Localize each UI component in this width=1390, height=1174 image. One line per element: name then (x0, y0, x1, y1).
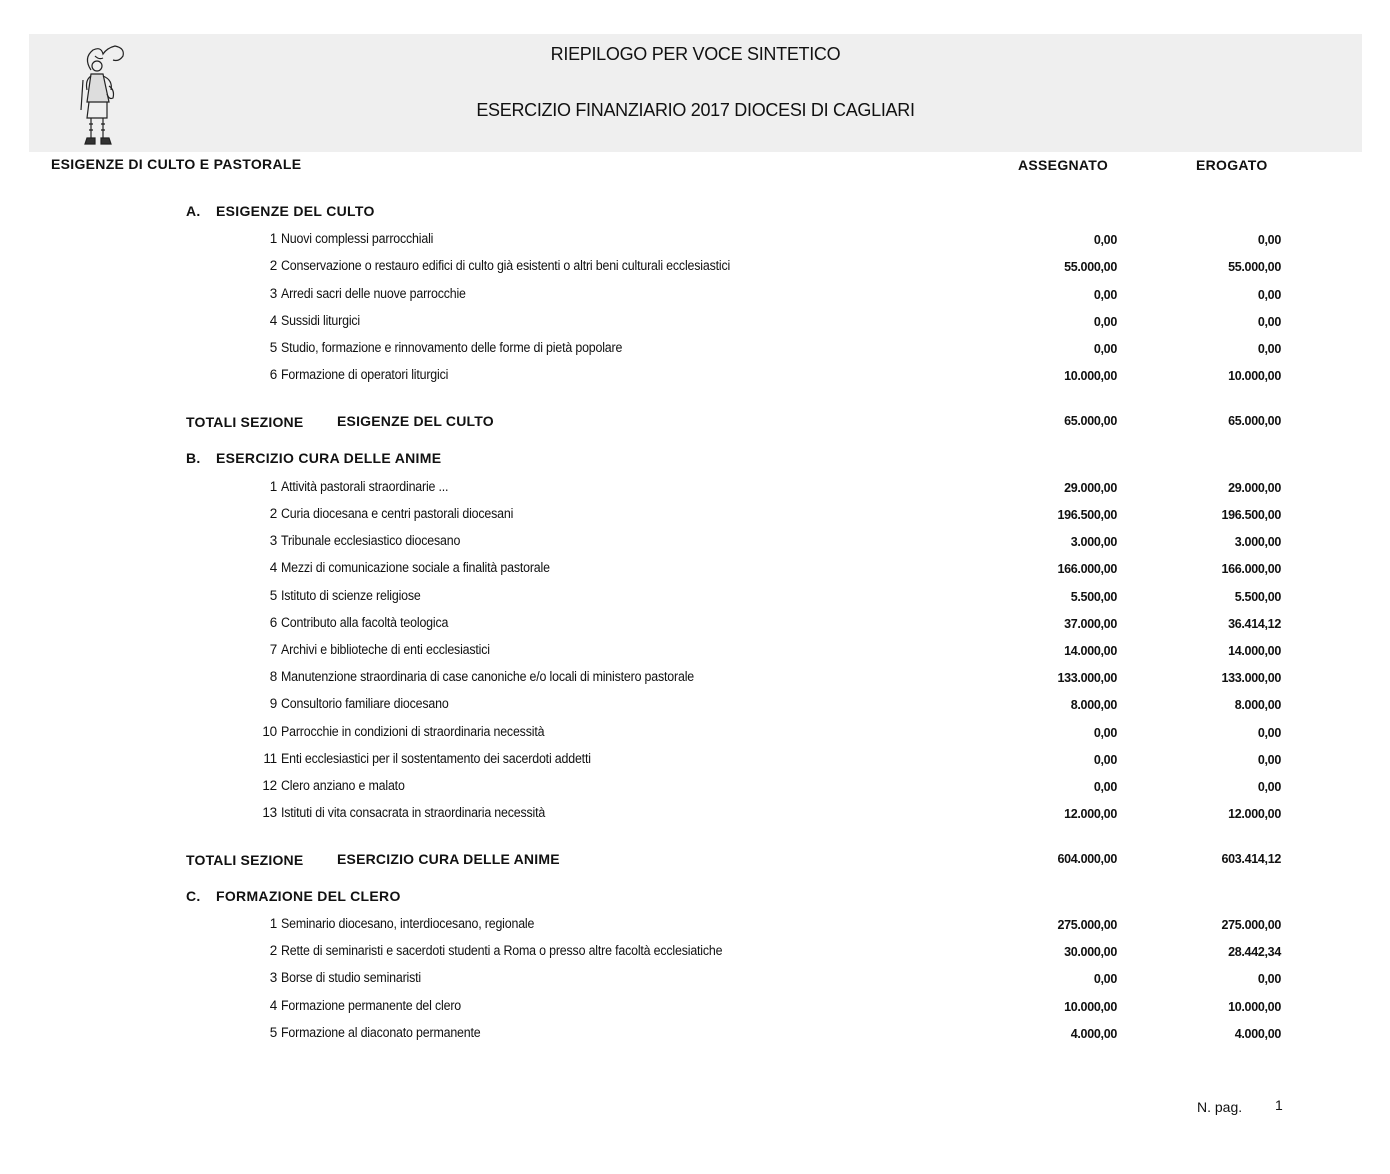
amount-erogato: 166.000,00 (1221, 562, 1281, 576)
item-label: Manutenzione straordinaria di case canoniche e/o locali di ministero pastorale (281, 669, 695, 684)
item-number: 2 (269, 943, 277, 958)
item-number: 1 (269, 231, 277, 246)
item-number: 9 (269, 696, 277, 711)
item-number: 2 (269, 258, 277, 273)
item-number: 7 (269, 642, 277, 657)
amount-erogato: 0,00 (1257, 726, 1281, 740)
total-erogato: 603.414,12 (1221, 852, 1281, 866)
section-total-label: TOTALI SEZIONE (186, 852, 304, 868)
amount-erogato: 0,00 (1257, 315, 1281, 329)
amount-erogato: 5.500,00 (1234, 590, 1281, 604)
item-label: Archivi e biblioteche di enti ecclesiastici (281, 642, 490, 657)
item-label: Istituto di scienze religiose (281, 588, 421, 603)
amount-assegnato: 55.000,00 (1064, 260, 1117, 274)
amount-assegnato: 14.000,00 (1064, 644, 1117, 658)
amount-erogato: 133.000,00 (1221, 671, 1281, 685)
page-number: 1 (1275, 1097, 1283, 1113)
item-number: 4 (269, 313, 277, 328)
item-number: 2 (269, 506, 277, 521)
item-number: 1 (269, 479, 277, 494)
amount-erogato: 275.000,00 (1221, 918, 1281, 932)
amount-assegnato: 0,00 (1093, 972, 1117, 986)
total-assegnato: 65.000,00 (1064, 414, 1117, 428)
item-label: Arredi sacri delle nuove parrocchie (281, 286, 466, 301)
amount-erogato: 0,00 (1257, 972, 1281, 986)
item-label: Contributo alla facoltà teologica (281, 615, 449, 630)
amount-assegnato: 133.000,00 (1057, 671, 1117, 685)
item-label: Formazione permanente del clero (281, 998, 462, 1013)
item-label: Curia diocesana e centri pastorali diocesani (281, 506, 514, 521)
page-label: N. pag. (1197, 1099, 1243, 1115)
item-number: 5 (269, 588, 277, 603)
amount-assegnato: 29.000,00 (1064, 481, 1117, 495)
section-letter: A. (186, 203, 201, 219)
amount-assegnato: 4.000,00 (1070, 1027, 1117, 1041)
amount-erogato: 10.000,00 (1228, 1000, 1281, 1014)
amount-erogato: 0,00 (1257, 753, 1281, 767)
item-label: Parrocchie in condizioni di straordinaria necessità (281, 724, 545, 739)
item-label: Formazione al diaconato permanente (281, 1025, 481, 1040)
amount-assegnato: 0,00 (1093, 315, 1117, 329)
report-subtitle: ESERCIZIO FINANZIARIO 2017 DIOCESI DI CAGLIARI (476, 100, 915, 120)
section-letter: B. (186, 450, 201, 466)
item-number: 3 (269, 533, 277, 548)
item-label: Clero anziano e malato (281, 778, 405, 793)
item-number: 5 (269, 340, 277, 355)
amount-assegnato: 0,00 (1093, 288, 1117, 302)
item-number: 5 (269, 1025, 277, 1040)
section-title: ESIGENZE DEL CULTO (216, 203, 375, 219)
item-number: 4 (269, 560, 277, 575)
item-label: Mezzi di comunicazione sociale a finalità pastorale (281, 560, 550, 575)
item-label: Consultorio familiare diocesano (281, 696, 449, 711)
item-number: 13 (262, 805, 277, 820)
column-header-main: ESIGENZE DI CULTO E PASTORALE (51, 156, 302, 172)
amount-erogato: 10.000,00 (1228, 369, 1281, 383)
amount-erogato: 29.000,00 (1228, 481, 1281, 495)
item-label: Rette di seminaristi e sacerdoti studenti a Roma o presso altre facoltà ecclesiatiche (281, 943, 723, 958)
amount-assegnato: 166.000,00 (1057, 562, 1117, 576)
item-label: Seminario diocesano, interdiocesano, regionale (281, 916, 535, 931)
amount-erogato: 0,00 (1257, 342, 1281, 356)
item-number: 11 (263, 751, 277, 766)
amount-erogato: 8.000,00 (1234, 698, 1281, 712)
total-erogato: 65.000,00 (1228, 414, 1281, 428)
item-number: 4 (269, 998, 277, 1013)
item-number: 6 (269, 367, 277, 382)
item-number: 12 (262, 778, 277, 793)
amount-erogato: 12.000,00 (1228, 807, 1281, 821)
amount-assegnato: 8.000,00 (1070, 698, 1117, 712)
item-number: 1 (269, 916, 277, 931)
amount-assegnato: 10.000,00 (1064, 1000, 1117, 1014)
amount-assegnato: 0,00 (1093, 233, 1117, 247)
amount-erogato: 196.500,00 (1221, 508, 1281, 522)
section-total-name: ESIGENZE DEL CULTO (337, 413, 494, 429)
item-number: 3 (269, 286, 277, 301)
amount-assegnato: 3.000,00 (1070, 535, 1117, 549)
item-label: Enti ecclesiastici per il sostentamento dei sacerdoti addetti (281, 751, 591, 766)
item-label: Sussidi liturgici (281, 313, 361, 328)
amount-erogato: 0,00 (1257, 780, 1281, 794)
amount-erogato: 3.000,00 (1234, 535, 1281, 549)
column-header-assegnato: ASSEGNATO (1018, 157, 1109, 173)
amount-assegnato: 5.500,00 (1070, 590, 1117, 604)
amount-assegnato: 0,00 (1093, 726, 1117, 740)
amount-erogato: 4.000,00 (1234, 1027, 1281, 1041)
section-title: FORMAZIONE DEL CLERO (216, 888, 401, 904)
amount-assegnato: 0,00 (1093, 753, 1117, 767)
item-label: Borse di studio seminaristi (281, 970, 421, 985)
amount-assegnato: 12.000,00 (1064, 807, 1117, 821)
item-number: 6 (269, 615, 277, 630)
item-number: 3 (269, 970, 277, 985)
item-number: 8 (269, 669, 277, 684)
item-label: Conservazione o restauro edifici di culto già esistenti o altri beni culturali ecclesiastici (281, 258, 731, 273)
column-header-erogato: EROGATO (1196, 157, 1268, 173)
item-label: Istituti di vita consacrata in straordinaria necessità (281, 805, 546, 820)
section-total-label: TOTALI SEZIONE (186, 414, 304, 430)
amount-erogato: 0,00 (1257, 233, 1281, 247)
item-label: Nuovi complessi parrocchiali (281, 231, 434, 246)
amount-assegnato: 10.000,00 (1064, 369, 1117, 383)
amount-assegnato: 0,00 (1093, 780, 1117, 794)
amount-erogato: 36.414,12 (1228, 617, 1281, 631)
amount-erogato: 28.442,34 (1228, 945, 1281, 959)
report-header (29, 34, 1362, 152)
amount-assegnato: 196.500,00 (1057, 508, 1117, 522)
section-title: ESERCIZIO CURA DELLE ANIME (216, 450, 442, 466)
item-number: 10 (262, 724, 277, 739)
amount-erogato: 0,00 (1257, 288, 1281, 302)
report-title: RIEPILOGO PER VOCE SINTETICO (550, 44, 841, 64)
amount-erogato: 14.000,00 (1228, 644, 1281, 658)
section-letter: C. (186, 888, 201, 904)
total-assegnato: 604.000,00 (1057, 852, 1117, 866)
amount-assegnato: 37.000,00 (1064, 617, 1117, 631)
item-label: Formazione di operatori liturgici (281, 367, 449, 382)
item-label: Attività pastorali straordinarie ... (281, 479, 449, 494)
amount-erogato: 55.000,00 (1228, 260, 1281, 274)
section-total-name: ESERCIZIO CURA DELLE ANIME (337, 851, 560, 867)
amount-assegnato: 0,00 (1093, 342, 1117, 356)
item-label: Tribunale ecclesiastico diocesano (281, 533, 461, 548)
amount-assegnato: 30.000,00 (1064, 945, 1117, 959)
amount-assegnato: 275.000,00 (1057, 918, 1117, 932)
item-label: Studio, formazione e rinnovamento delle forme di pietà popolare (281, 340, 623, 355)
